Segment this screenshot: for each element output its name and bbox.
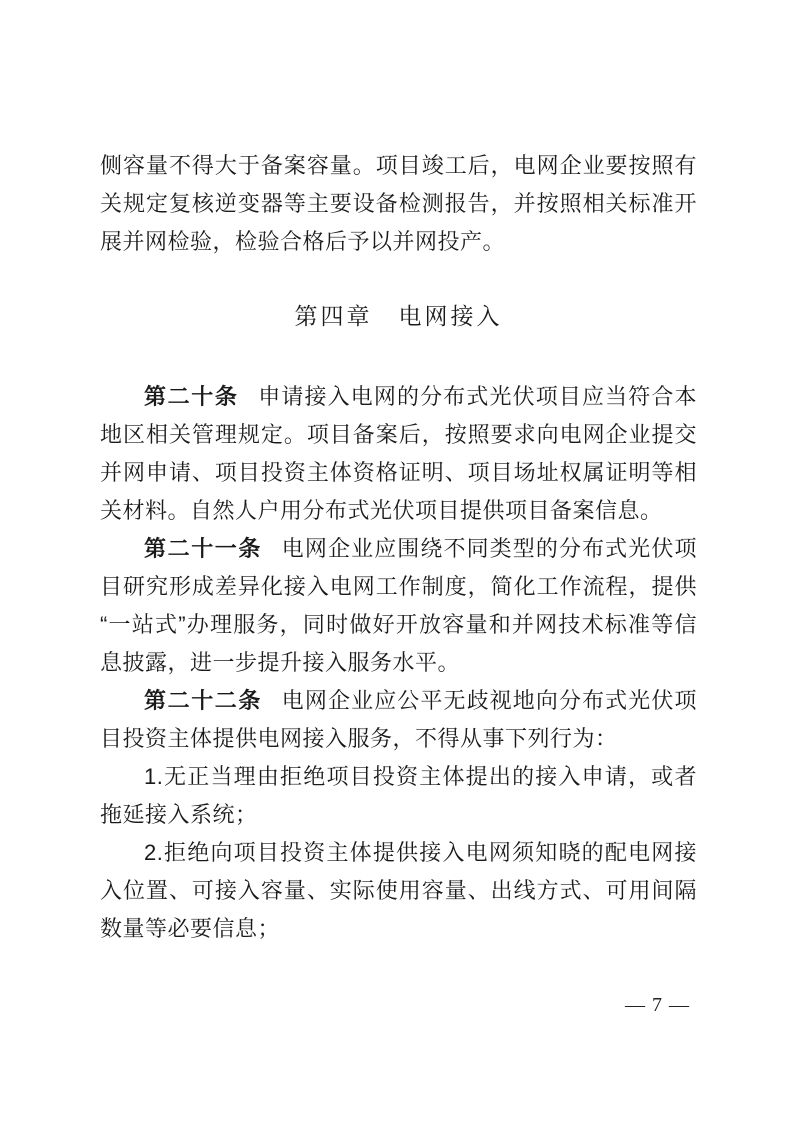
intro-paragraph: 侧容量不得大于备案容量。项目竣工后，电网企业要按照有关规定复核逆变器等主要设备检测报告，并按照相关标准开展并网检验，检验合格后予以并网投产。 — [100, 153, 697, 254]
chapter-heading: 第四章 电网接入 — [294, 304, 503, 329]
list-item-2: 2.拒绝向项目投资主体提供接入电网须知晓的配电网接入位置、可接入容量、实际使用容量、出线方式、可用间隔数量等必要信息； — [100, 840, 697, 941]
page-number: — 7 — — [625, 994, 690, 1016]
article-20-text: 申请接入电网的分布式光伏项目应当符合本地区相关管理规定。项目备案后，按照要求向电网企业提交并网申请、项目投资主体资格证明、项目场址权属证明等相关材料。自然人户用分布式光伏项目提供项目备案信息。 — [100, 384, 697, 523]
document-body — [100, 147, 697, 948]
article-20 — [100, 378, 697, 530]
article-21-text: 电网企业应围绕不同类型的分布式光伏项目研究形成差异化接入电网工作制度，简化工作流程，提供“一站式”办理服务，同时做好开放容量和并网技术标准等信息披露，进一步提升接入服务水平。 — [100, 536, 697, 675]
article-22-label: 第二十二条 — [144, 688, 262, 713]
article-21 — [100, 530, 697, 682]
article-22 — [100, 682, 697, 758]
article-20-label: 第二十条 — [144, 384, 239, 409]
article-21-label: 第二十一条 — [144, 536, 262, 561]
list-item-1: 1.无正当理由拒绝项目投资主体提出的接入申请，或者拖延接入系统； — [100, 764, 697, 827]
article-22-text: 电网企业应公平无歧视地向分布式光伏项目投资主体提供电网接入服务，不得从事下列行为： — [100, 688, 697, 751]
